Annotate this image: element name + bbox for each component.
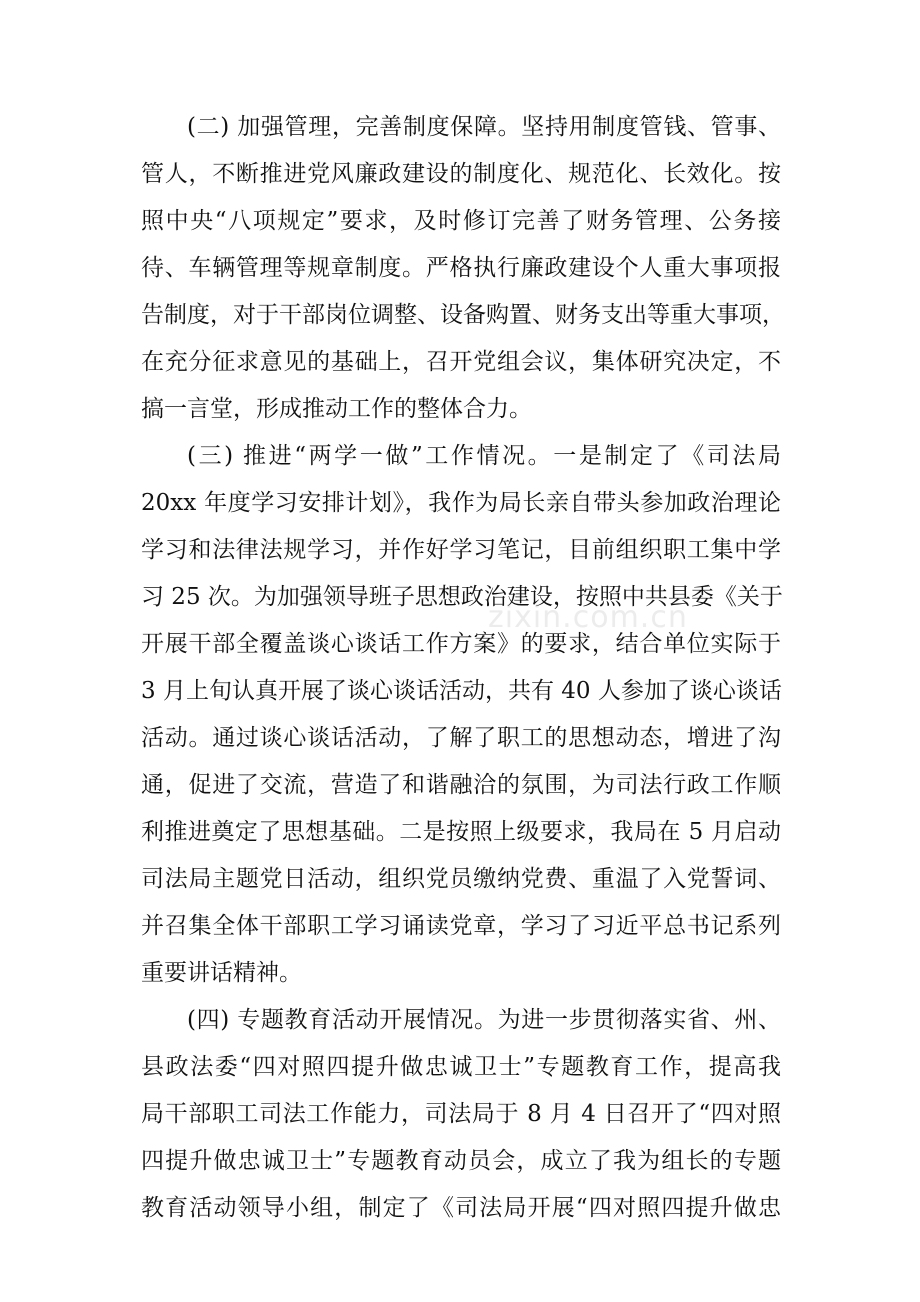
paragraph-management	[141, 104, 785, 433]
text-line: 搞一言堂，形成推动工作的整体合力。	[141, 396, 532, 422]
document-body	[141, 104, 785, 1232]
text-line: (二) 加强管理，完善制度保障。坚持用制度管钱、管事、	[187, 114, 781, 140]
text-line: 管人，不断推进党风廉政建设的制度化、规范化、长效化。按	[141, 161, 781, 187]
text-line: 20xx 年度学习安排计划》，我作为局长亲自带头参加政治理论	[141, 490, 781, 516]
text-line: 开展干部全覆盖谈心谈话工作方案》的要求，结合单位实际于	[141, 631, 781, 657]
text-line: 通，促进了交流，营造了和谐融洽的氛围，为司法行政工作顺	[141, 772, 781, 798]
text-line: 活动。通过谈心谈话活动，了解了职工的思想动态，增进了沟	[141, 725, 781, 751]
text-line: 四提升做忠诚卫士”专题教育动员会，成立了我为组长的专题	[141, 1148, 781, 1174]
text-line: 习 25 次。为加强领导班子思想政治建设，按照中共县委《关于	[141, 584, 783, 610]
paragraph-two-studies	[141, 433, 781, 997]
text-line: 局干部职工司法工作能力，司法局于 8 月 4 日召开了“四对照	[141, 1101, 781, 1127]
text-line: 利推进奠定了思想基础。二是按照上级要求，我局在 5 月启动	[141, 819, 781, 845]
text-line: 县政法委“四对照四提升做忠诚卫士”专题教育工作，提高我	[141, 1054, 781, 1080]
text-line: 学习和法律法规学习，并作好学习笔记，目前组织职工集中学	[141, 537, 781, 563]
text-line: 照中央“八项规定”要求，及时修订完善了财务管理、公务接	[141, 208, 781, 234]
text-line: 教育活动领导小组，制定了《司法局开展“四对照四提升做忠	[141, 1195, 781, 1221]
text-line: 3 月上旬认真开展了谈心谈话活动，共有 40 人参加了谈心谈话	[141, 678, 782, 704]
watermark: zixin.com.cn	[488, 600, 688, 635]
text-line: 告制度，对于干部岗位调整、设备购置、财务支出等重大事项，	[141, 302, 785, 328]
text-line: 重要讲话精神。	[141, 960, 302, 986]
text-line: 并召集全体干部职工学习诵读党章，学习了习近平总书记系列	[141, 913, 781, 939]
text-line: (四) 专题教育活动开展情况。为进一步贯彻落实省、州、	[187, 1007, 781, 1033]
text-line: 司法局主题党日活动，组织党员缴纳党费、重温了入党誓词、	[141, 866, 781, 892]
text-line: (三) 推进“两学一做”工作情况。一是制定了《司法局	[187, 443, 781, 469]
text-line: 待、车辆管理等规章制度。严格执行廉政建设个人重大事项报	[141, 255, 781, 281]
text-line: 在充分征求意见的基础上，召开党组会议，集体研究决定，不	[141, 349, 781, 375]
paragraph-special-education	[141, 997, 781, 1232]
